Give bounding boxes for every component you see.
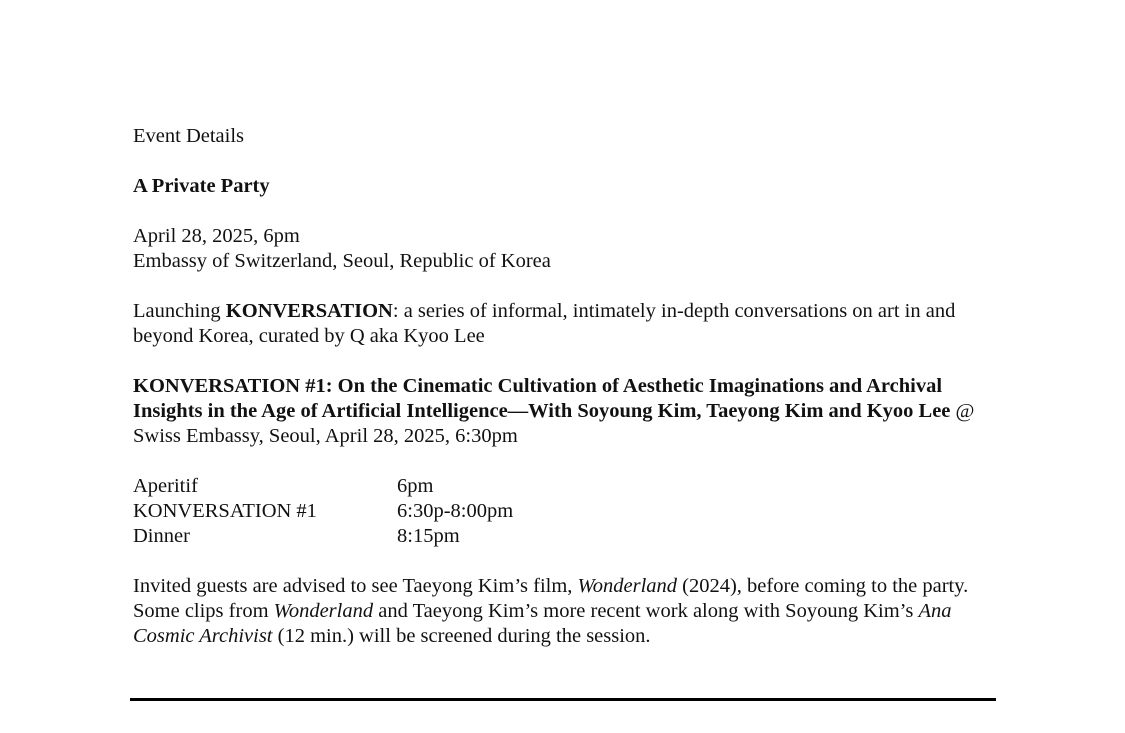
series-name: KONVERSATION [225, 300, 393, 322]
document-body [133, 124, 1013, 649]
note-text: (2024), before coming to the party. Some clips from [133, 575, 969, 622]
horizontal-rule [130, 698, 996, 701]
note-text: and Taeyong Kim’s more recent work along with Soyoung Kim’s [373, 600, 919, 622]
note-text: Invited guests are advised to see Taeyong Kim’s film, [133, 575, 578, 597]
film-title: Wonderland [273, 600, 374, 622]
event-title: A Private Party [133, 175, 270, 197]
launch-prefix: Launching [133, 300, 226, 322]
event-when-where [133, 224, 1013, 274]
guest-note-paragraph [133, 574, 1013, 649]
schedule-table [133, 474, 1013, 549]
session-title: KONVERSATION #1: On the Cinematic Cultivation of Aesthetic Imaginations and Archival Insights in the Age of Artificial Intelligence—With Soyoung Kim, Taeyong Kim and Kyoo Lee [133, 375, 951, 422]
event-date-time: April 28, 2025, 6pm [133, 225, 300, 247]
schedule-row [133, 524, 1013, 549]
schedule-row [133, 499, 1013, 524]
film-title: Ana Cosmic Archivist [133, 600, 952, 647]
schedule-item-label: KONVERSATION #1 [133, 500, 317, 522]
schedule-item-time: 8:15pm [397, 525, 460, 547]
launch-paragraph [133, 299, 1013, 349]
schedule-item-label: Dinner [133, 525, 190, 547]
schedule-item-time: 6pm [397, 475, 434, 497]
session-location-time: @ Swiss Embassy, Seoul, April 28, 2025, 6:30pm [133, 400, 975, 447]
session-paragraph [133, 374, 1013, 449]
schedule-item-label: Aperitif [133, 475, 198, 497]
schedule-row [133, 474, 1013, 499]
event-venue: Embassy of Switzerland, Seoul, Republic of Korea [133, 250, 551, 272]
launch-description: : a series of informal, intimately in-depth conversations on art in and beyond Korea, curated by Q aka Kyoo Lee [133, 300, 956, 347]
film-title: Wonderland [577, 575, 678, 597]
note-text: (12 min.) will be screened during the session. [272, 625, 651, 647]
section-heading: Event Details [133, 125, 245, 147]
schedule-item-time: 6:30p-8:00pm [397, 500, 514, 522]
